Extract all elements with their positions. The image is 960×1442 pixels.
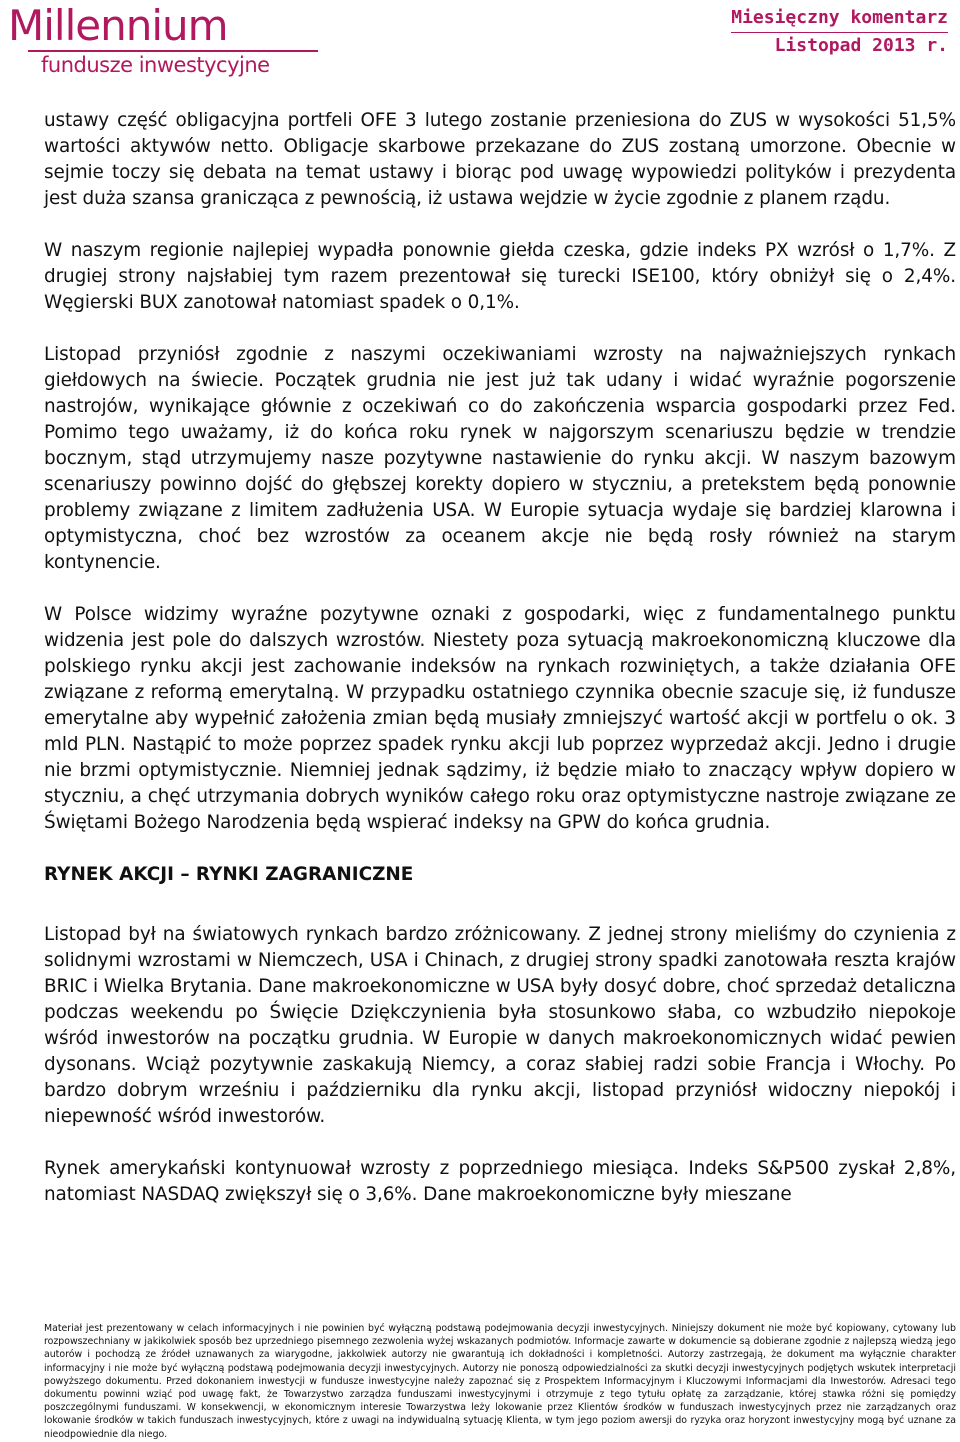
- report-date: Listopad 2013 r.: [774, 35, 948, 56]
- logo-sub-text: fundusze inwestycyjne: [41, 53, 270, 77]
- paragraph: Listopad przyniósł zgodnie z naszymi oczekiwaniami wzrosty na najważniejszych rynkach giełdowych na świecie. Początek grudnia nie jest już tak udany i widać wyraźnie pogorszenie nastrojów, wynikające głównie z oczekiwań co do zakończenia wsparcia gospodarki przez Fed. Pomimo tego uważamy, iż do końca roku rynek w najgorszym scenariuszu będzie w trendzie bocznym, stąd utrzymujemy nasze pozytywne nastawienie do rynku akcji. W naszym bazowym scenariuszy powinno dojść do głębszej korekty dopiero w styczniu, a pretekstem będą ponownie problemy związane z limitem zadłużenia USA. W Europie sytuacja wydaje się bardziej klarowna i optymistyczna, choć bez wzrostów za oceanem akcje nie będą rosły również na starym kontynencie.: [44, 344, 956, 573]
- legal-disclaimer: Materiał jest prezentowany w celach informacyjnych i nie powinien być wyłączną podstawą podejmowania decyzji inwestycyjnych. Niniejszy dokument nie może być kopiowany, cytowany lub rozpowszechniany w jakikolwiek sposób bez uprzedniego pisemnego zezwolenia wyżej wskazanych podmiotów. Informacje zawarte w dokumencie są dobierane zgodnie z najlepszą wiedzą jego autorów i pochodzą ze źródeł uznawanych za wiarygodne, jakkolwiek autorzy nie gwarantują ich dokładności i kompletności. Autorzy zastrzegają, że dokument ma wyłącznie charakter informacyjny i nie może być wyłączną podstawą podejmowania decyzji inwestycyjnych. Autorzy nie ponoszą odpowiedzialności za skutki decyzji inwestycyjnych podjętych wskutek interpretacji powyższego dokumentu. Przed dokonaniem inwestycji w fundusze inwestycyjne należy zapoznać się z Prospektem Informacyjnym i Kluczowymi Informacjami dla Inwestorów. Adresaci tego dokumentu powinni wziąć pod uwagę fakt, że Towarzystwo zarządza funduszami inwestycyjnymi i otrzymuje z tego tytułu opłatę za zarządzanie, której stawka różni się pomiędzy poszczególnymi funduszami. W konsekwencji, w ekonomicznym interesie Towarzystwa leży lokowanie przez Klientów środków w funduszach inwestycyjnych przez nie zarządzanych oraz lokowanie środków w takich funduszach inwestycyjnych, które z uwagi na indywidualną sytuację Klienta, w tym jego poziom awersji do ryzyka oraz horyzont inwestycyjny mogą być uznane za nieodpowiednie dla niego.: [44, 1323, 956, 1440]
- millennium-logo: [8, 2, 328, 80]
- report-header: [731, 6, 948, 59]
- logo-main-text: Millennium: [8, 1, 228, 50]
- paragraph: Listopad był na światowych rynkach bardzo zróżnicowany. Z jednej strony mieliśmy do czynienia z solidnymi wzrostami w Niemczech, USA i Chinach, z drugiej strony spadki zanotowała reszta krajów BRIC i Wielka Brytania. Dane makroekonomiczne w USA były dosyć dobre, choć sprzedaż detaliczna podczas weekendu po Święcie Dziękczynienia była stosunkowo słaba, co wzbudziło niepokoje wśród inwestorów na początku grudnia. W Europie w danych makroekonomicznych widać pewien dysonans. Wciąż pozytywnie zaskakują Niemcy, a coraz słabiej radzi sobie Francja i Włochy. Po bardzo dobrym wrześniu i październiku dla rynku akcji, listopad przyniósł widoczny niepokój i niepewność wśród inwestorów.: [44, 924, 956, 1127]
- paragraph: W naszym regionie najlepiej wypadła ponownie giełda czeska, gdzie indeks PX wzrósł o 1,7%. Z drugiej strony najsłabiej tym razem prezentował się turecki ISE100, który obniżył się o 2,4%. Węgierski BUX zanotował natomiast spadek o 0,1%.: [44, 240, 956, 313]
- paragraph: Rynek amerykański kontynuował wzrosty z poprzedniego miesiąca. Indeks S&P500 zyskał 2,8%, natomiast NASDAQ zwiększył się o 3,6%. Dane makroekonomiczne były mieszane: [44, 1158, 956, 1205]
- paragraph: ustawy część obligacyjna portfeli OFE 3 lutego zostanie przeniesiona do ZUS w wysokości 51,5% wartości aktywów netto. Obligacje skarbowe przekazane do ZUS zostaną umorzone. Obecnie w sejmie toczy się debata na temat ustawy i biorąc pod uwagę wypowiedzi polityków i prezydenta jest duża szansa granicząca z pewnością, iż ustawa wejdzie w życie zgodnie z planem rządu.: [44, 110, 956, 209]
- report-title: Miesięczny komentarz: [731, 6, 948, 33]
- paragraph: W Polsce widzimy wyraźne pozytywne oznaki z gospodarki, więc z fundamentalnego punktu widzenia jest pole do dalszych wzrostów. Niestety poza sytuacją makroekonomiczną kluczowe dla polskiego rynku akcji jest zachowanie indeksów na rynkach rozwiniętych, a także działania OFE związane z reformą emerytalną. W przypadku ostatniego czynnika obecnie szacuje się, iż fundusze emerytalne aby wypełnić założenia zmian będą musiały zmniejszyć wartość akcji w portfelu o ok. 3 mld PLN. Nastąpić to może poprzez spadek rynku akcji lub poprzez wyprzedaż akcji. Jedno i drugie nie brzmi optymistycznie. Niemniej jednak sądzimy, iż będzie miało to znaczący wpływ dopiero w styczniu, a chęć utrzymania dobrych wyników całego roku oraz optymistyczne nastroje związane ze Świętami Bożego Narodzenia będą wspierać indeksy na GPW do końca grudnia.: [44, 604, 956, 833]
- section-heading: RYNEK AKCJI – RYNKI ZAGRANICZNE: [44, 864, 414, 885]
- document-body: [44, 108, 956, 1208]
